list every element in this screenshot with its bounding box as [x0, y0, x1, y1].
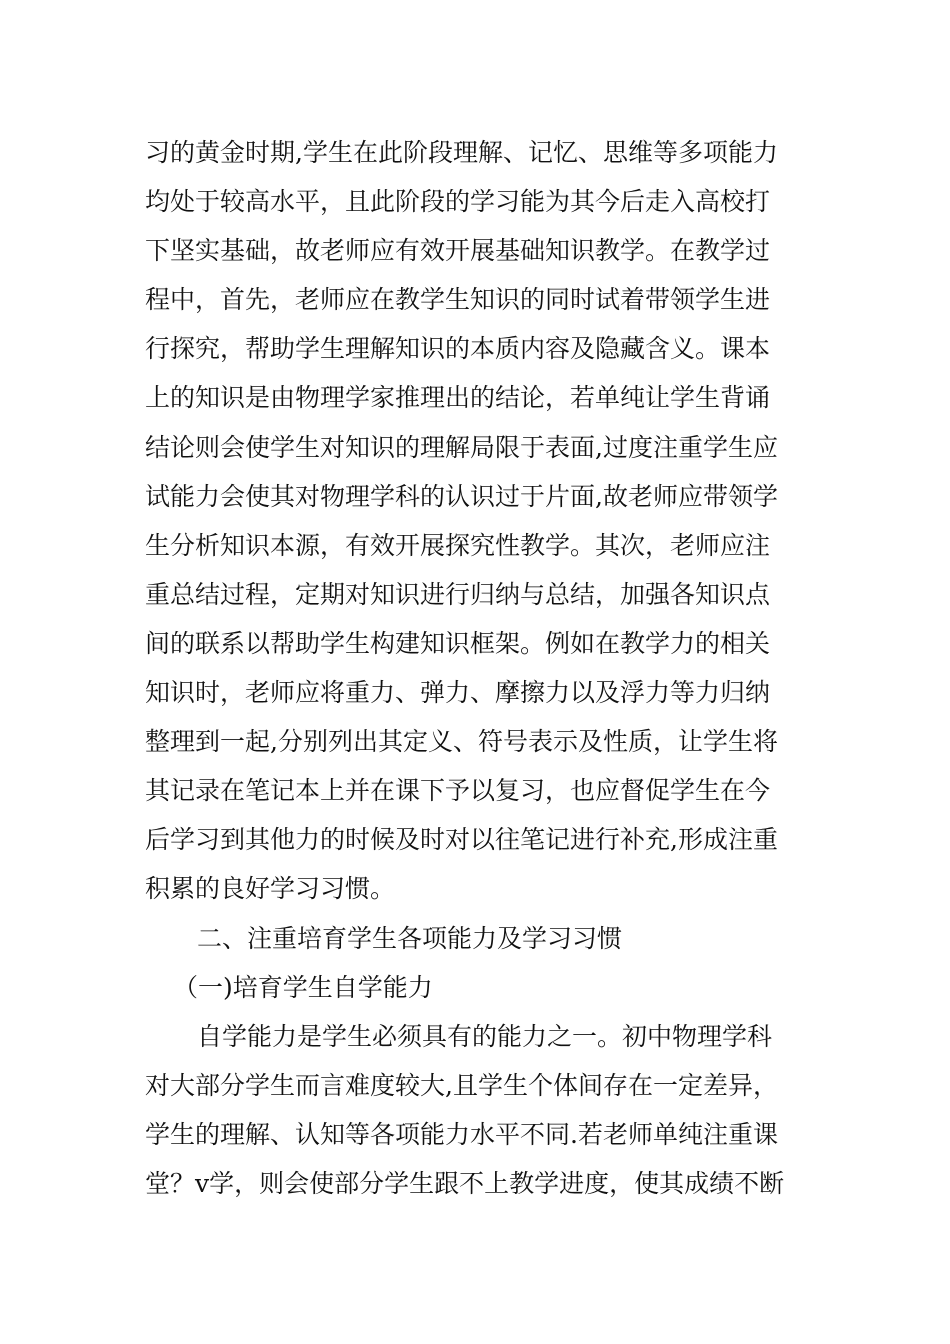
body-text	[145, 128, 805, 1208]
text-line: 间的联系以帮助学生构建知识框架。例如在教学力的相关	[145, 628, 771, 658]
text-line: 结论则会使学生对知识的理解局限于表面,过度注重学生应	[145, 432, 778, 462]
text-line: 试能力会使其对物理学科的认识过于片面,故老师应带领学	[145, 481, 778, 511]
paragraph-2	[145, 1012, 805, 1208]
text-line: 重总结过程，定期对知识进行归纳与总结，加强各知识点	[145, 579, 771, 609]
text-line: 知识时，老师应将重力、弹力、摩擦力以及浮力等力归纳	[145, 678, 771, 708]
section-heading: 二、注重培育学生各项能力及学习习惯	[197, 923, 623, 953]
text-line: 下坚实基础，故老师应有效开展基础知识教学。在教学过	[145, 236, 771, 266]
text-line: 行探究，帮助学生理解知识的本质内容及隐藏含义。课本	[145, 334, 771, 364]
text-line: 堂？v学，则会使部分学生跟不上教学进度，使其成绩不断	[145, 1168, 785, 1198]
paragraph-1	[145, 128, 805, 914]
text-line: 后学习到其他力的时候及时对以往笔记进行补充,形成注重	[145, 825, 778, 855]
text-line: 学生的理解、认知等各项能力水平不同.若老师单纯注重课	[145, 1119, 778, 1149]
text-line: 对大部分学生而言难度较大,且学生个体间存在一定差异，	[145, 1070, 778, 1100]
text-line: 整理到一起,分别列出其定义、符号表示及性质，让学生将	[145, 727, 778, 757]
subsection-heading: （一)培育学生自学能力	[173, 972, 433, 1002]
text-line: 均处于较高水平，且此阶段的学习能为其今后走入高校打	[145, 187, 771, 217]
text-line: 自学能力是学生必须具有的能力之一。初中物理学科	[197, 1021, 773, 1051]
text-line: 生分析知识本源，有效开展探究性教学。其次，老师应注	[145, 530, 771, 560]
text-line: 习的黄金时期,学生在此阶段理解、记忆、思维等多项能力	[145, 138, 778, 167]
text-line: 程中，首先，老师应在教学生知识的同时试着带领学生进	[145, 285, 771, 315]
text-line: 上的知识是由物理学家推理出的结论，若单纯让学生背诵	[145, 383, 771, 413]
text-line: 积累的良好学习习惯。	[145, 874, 396, 904]
text-line: 其记录在笔记本上并在课下予以复习，也应督促学生在今	[145, 776, 771, 806]
